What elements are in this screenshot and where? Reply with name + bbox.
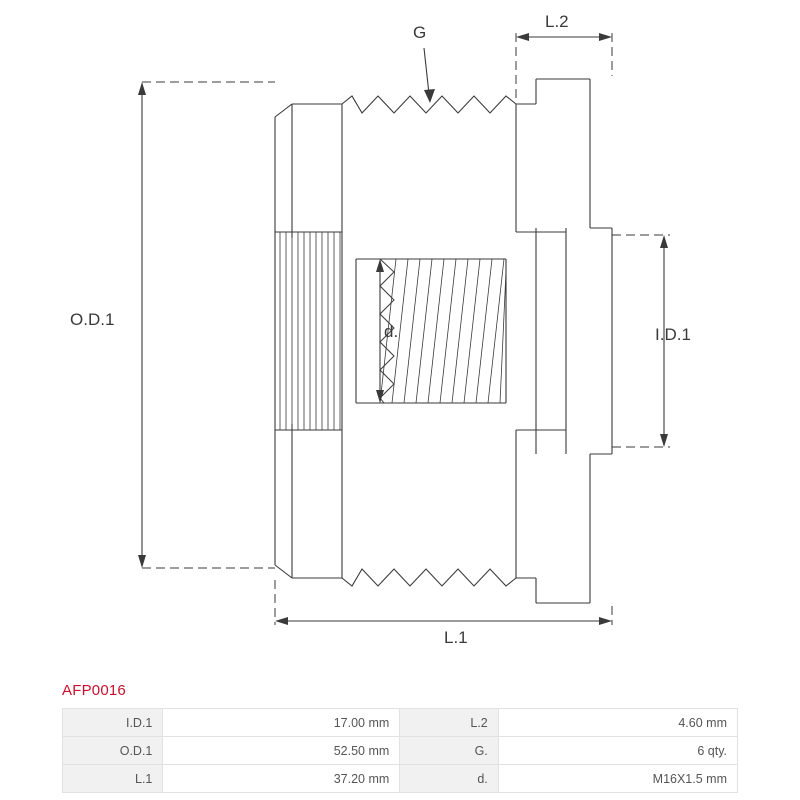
spec-key-g: G. xyxy=(400,737,498,765)
spec-value-l1: 37.20 mm xyxy=(163,765,400,793)
dimension-label-od1: O.D.1 xyxy=(70,310,115,329)
dimension-label-l1: L.1 xyxy=(444,628,468,647)
spec-key-l2: L.2 xyxy=(400,709,498,737)
spec-value-od1: 52.50 mm xyxy=(163,737,400,765)
spec-key-d: d. xyxy=(400,765,498,793)
spec-value-l2: 4.60 mm xyxy=(498,709,737,737)
table-row xyxy=(63,709,738,737)
spec-key-l1: L.1 xyxy=(63,765,163,793)
spec-value-id1: 17.00 mm xyxy=(163,709,400,737)
spec-key-od1: O.D.1 xyxy=(63,737,163,765)
dimension-label-l2: L.2 xyxy=(545,12,569,31)
dimension-label-d: d. xyxy=(384,322,399,341)
part-code: AFP0016 xyxy=(62,682,126,699)
spec-table xyxy=(62,708,738,793)
spec-key-id1: I.D.1 xyxy=(63,709,163,737)
dimension-label-g: G xyxy=(413,23,427,42)
dimension-label-id1: I.D.1 xyxy=(655,325,691,344)
spec-value-d: M16X1.5 mm xyxy=(498,765,737,793)
table-row xyxy=(63,765,738,793)
spec-value-g: 6 qty. xyxy=(498,737,737,765)
table-row xyxy=(63,737,738,765)
